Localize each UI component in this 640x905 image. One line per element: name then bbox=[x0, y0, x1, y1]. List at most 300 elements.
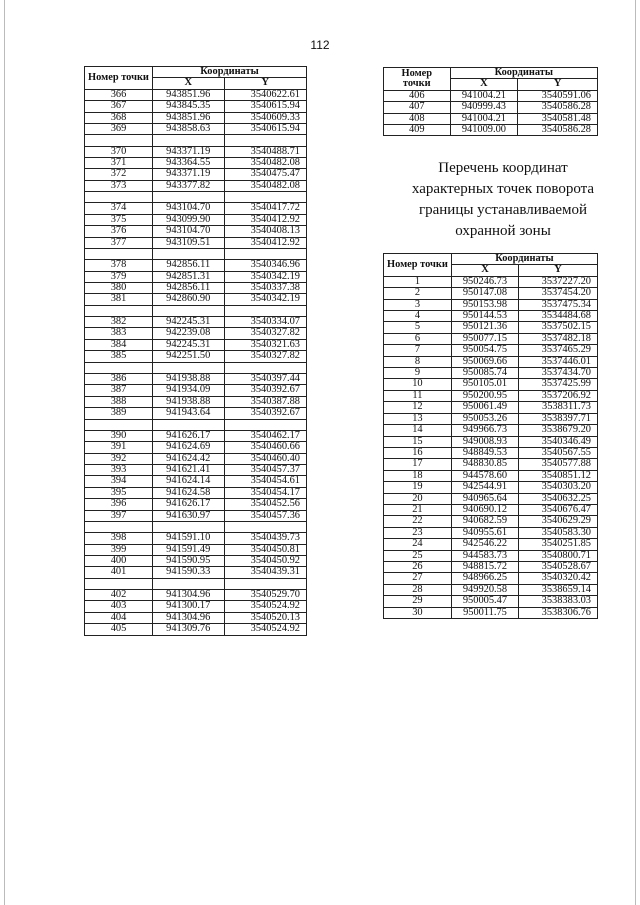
y-coordinate-cell: 3540457.36 bbox=[224, 510, 306, 521]
header-x: X bbox=[152, 78, 224, 89]
x-coordinate-cell: 941591.10 bbox=[152, 533, 224, 544]
table-row bbox=[384, 113, 598, 124]
x-coordinate-cell: 941309.76 bbox=[152, 624, 224, 635]
header-x: X bbox=[451, 265, 518, 276]
y-coordinate-cell: 3540475.47 bbox=[224, 169, 306, 180]
point-number-cell: 390 bbox=[85, 430, 153, 441]
point-number-cell: 376 bbox=[85, 226, 153, 237]
y-coordinate-cell: 3540452.56 bbox=[224, 499, 306, 510]
table-row bbox=[384, 596, 598, 607]
table-row bbox=[384, 413, 598, 424]
table-row bbox=[85, 385, 307, 396]
list-title-line4: охранной зоны bbox=[455, 223, 551, 239]
table-row bbox=[85, 89, 307, 100]
y-coordinate-cell: 3540450.92 bbox=[224, 555, 306, 566]
point-number-cell: 374 bbox=[85, 203, 153, 214]
coordinates-table-right-top bbox=[383, 67, 598, 136]
table-row bbox=[384, 550, 598, 561]
x-coordinate-cell: 942860.90 bbox=[152, 294, 224, 305]
table-row bbox=[85, 430, 307, 441]
x-coordinate-cell: 943371.19 bbox=[152, 169, 224, 180]
y-coordinate-cell: 3540586.28 bbox=[518, 102, 598, 113]
y-coordinate-cell: 3540524.92 bbox=[224, 624, 306, 635]
table-row bbox=[384, 299, 598, 310]
table-row bbox=[85, 567, 307, 578]
point-number-cell: 407 bbox=[384, 102, 451, 113]
point-number-cell: 18 bbox=[384, 470, 452, 481]
point-number-cell: 379 bbox=[85, 271, 153, 282]
point-number-cell: 27 bbox=[384, 573, 452, 584]
table-row bbox=[384, 356, 598, 367]
y-coordinate-cell: 3537425.99 bbox=[519, 379, 598, 390]
y-coordinate-cell: 3540454.61 bbox=[224, 476, 306, 487]
point-number-cell: 3 bbox=[384, 299, 452, 310]
point-number-cell: 409 bbox=[384, 125, 451, 136]
x-coordinate-cell: 950153.98 bbox=[451, 299, 518, 310]
x-coordinate-cell bbox=[152, 135, 224, 146]
point-number-cell: 405 bbox=[85, 624, 153, 635]
x-coordinate-cell: 944578.60 bbox=[451, 470, 518, 481]
y-coordinate-cell: 3540392.67 bbox=[224, 385, 306, 396]
table-row bbox=[384, 493, 598, 504]
y-coordinate-cell: 3538659.14 bbox=[519, 584, 598, 595]
point-number-cell: 404 bbox=[85, 612, 153, 623]
y-coordinate-cell: 3540567.55 bbox=[519, 447, 598, 458]
point-number-cell bbox=[85, 192, 153, 203]
y-coordinate-cell: 3540629.29 bbox=[519, 516, 598, 527]
x-coordinate-cell: 944583.73 bbox=[451, 550, 518, 561]
point-number-cell: 20 bbox=[384, 493, 452, 504]
point-number-cell: 396 bbox=[85, 499, 153, 510]
y-coordinate-cell: 3537227.20 bbox=[519, 276, 598, 287]
point-number-cell: 403 bbox=[85, 601, 153, 612]
point-number-cell: 377 bbox=[85, 237, 153, 248]
x-coordinate-cell: 950069.66 bbox=[451, 356, 518, 367]
x-coordinate-cell: 941624.69 bbox=[152, 442, 224, 453]
page-edge-left bbox=[4, 0, 5, 905]
y-coordinate-cell: 3540320.42 bbox=[519, 573, 598, 584]
y-coordinate-cell: 3540457.37 bbox=[224, 464, 306, 475]
point-number-cell: 24 bbox=[384, 539, 452, 550]
point-number-cell bbox=[85, 362, 153, 373]
y-coordinate-cell: 3540482.08 bbox=[224, 180, 306, 191]
table-row bbox=[384, 125, 598, 136]
table-row bbox=[85, 555, 307, 566]
point-number-cell bbox=[85, 521, 153, 532]
point-number-cell: 370 bbox=[85, 146, 153, 157]
x-coordinate-cell: 941938.88 bbox=[152, 396, 224, 407]
y-coordinate-cell: 3540450.81 bbox=[224, 544, 306, 555]
x-coordinate-cell: 941626.17 bbox=[152, 430, 224, 441]
x-coordinate-cell bbox=[152, 249, 224, 260]
x-coordinate-cell: 943845.35 bbox=[152, 101, 224, 112]
y-coordinate-cell: 3540337.38 bbox=[224, 283, 306, 294]
table-row bbox=[384, 607, 598, 618]
table-row bbox=[85, 589, 307, 600]
point-number-cell: 22 bbox=[384, 516, 452, 527]
point-number-cell: 408 bbox=[384, 113, 451, 124]
y-coordinate-cell bbox=[224, 135, 306, 146]
x-coordinate-cell bbox=[152, 305, 224, 316]
y-coordinate-cell: 3540392.67 bbox=[224, 408, 306, 419]
x-coordinate-cell: 948815.72 bbox=[451, 561, 518, 572]
table-row bbox=[384, 482, 598, 493]
y-coordinate-cell: 3540583.30 bbox=[519, 527, 598, 538]
x-coordinate-cell: 943364.55 bbox=[152, 158, 224, 169]
point-number-cell: 387 bbox=[85, 385, 153, 396]
y-coordinate-cell: 3540327.82 bbox=[224, 328, 306, 339]
point-number-cell: 388 bbox=[85, 396, 153, 407]
x-coordinate-cell: 950105.01 bbox=[451, 379, 518, 390]
point-number-cell bbox=[85, 305, 153, 316]
table-row bbox=[85, 624, 307, 635]
y-coordinate-cell bbox=[224, 192, 306, 203]
point-number-cell: 15 bbox=[384, 436, 452, 447]
y-coordinate-cell: 3540303.20 bbox=[519, 482, 598, 493]
y-coordinate-cell: 3540408.13 bbox=[224, 226, 306, 237]
point-number-cell: 4 bbox=[384, 311, 452, 322]
table-row bbox=[384, 90, 598, 101]
point-number-cell: 14 bbox=[384, 425, 452, 436]
x-coordinate-cell: 950085.74 bbox=[451, 368, 518, 379]
point-number-cell: 1 bbox=[384, 276, 452, 287]
table-row bbox=[384, 345, 598, 356]
point-number-cell: 17 bbox=[384, 459, 452, 470]
x-coordinate-cell: 943371.19 bbox=[152, 146, 224, 157]
page-edge-right bbox=[635, 0, 636, 905]
y-coordinate-cell: 3540334.07 bbox=[224, 317, 306, 328]
point-number-cell: 6 bbox=[384, 333, 452, 344]
x-coordinate-cell: 950121.36 bbox=[451, 322, 518, 333]
x-coordinate-cell: 950011.75 bbox=[451, 607, 518, 618]
table-row bbox=[85, 351, 307, 362]
header-coordinates: Координаты bbox=[450, 68, 597, 79]
point-number-cell: 401 bbox=[85, 567, 153, 578]
x-coordinate-cell: 941304.96 bbox=[152, 589, 224, 600]
x-coordinate-cell: 943099.90 bbox=[152, 214, 224, 225]
point-number-cell: 28 bbox=[384, 584, 452, 595]
point-number-cell: 397 bbox=[85, 510, 153, 521]
table-row bbox=[85, 271, 307, 282]
table-row bbox=[85, 544, 307, 555]
header-point-number-line1: Номер bbox=[401, 67, 433, 79]
x-coordinate-cell: 941626.17 bbox=[152, 499, 224, 510]
point-number-cell: 368 bbox=[85, 112, 153, 123]
y-coordinate-cell: 3537434.70 bbox=[519, 368, 598, 379]
y-coordinate-cell: 3540482.08 bbox=[224, 158, 306, 169]
y-coordinate-cell: 3538397.71 bbox=[519, 413, 598, 424]
table-row bbox=[85, 578, 307, 589]
point-number-cell: 393 bbox=[85, 464, 153, 475]
x-coordinate-cell: 941630.97 bbox=[152, 510, 224, 521]
y-coordinate-cell: 3540524.92 bbox=[224, 601, 306, 612]
point-number-cell: 29 bbox=[384, 596, 452, 607]
table-row bbox=[384, 561, 598, 572]
y-coordinate-cell bbox=[224, 362, 306, 373]
y-coordinate-cell: 3534484.68 bbox=[519, 311, 598, 322]
table-row bbox=[85, 396, 307, 407]
table-row bbox=[85, 362, 307, 373]
y-coordinate-cell: 3540622.61 bbox=[224, 89, 306, 100]
y-coordinate-cell: 3540488.71 bbox=[224, 146, 306, 157]
point-number-cell: 367 bbox=[85, 101, 153, 112]
x-coordinate-cell: 941624.58 bbox=[152, 487, 224, 498]
y-coordinate-cell: 3540251.85 bbox=[519, 539, 598, 550]
table-row bbox=[384, 402, 598, 413]
table-row bbox=[85, 510, 307, 521]
table-row bbox=[85, 203, 307, 214]
point-number-cell: 398 bbox=[85, 533, 153, 544]
y-coordinate-cell: 3538306.76 bbox=[519, 607, 598, 618]
table-row bbox=[85, 408, 307, 419]
table-row bbox=[85, 442, 307, 453]
table-row bbox=[85, 328, 307, 339]
point-number-cell: 7 bbox=[384, 345, 452, 356]
x-coordinate-cell: 941591.49 bbox=[152, 544, 224, 555]
x-coordinate-cell: 943377.82 bbox=[152, 180, 224, 191]
table-row bbox=[85, 146, 307, 157]
x-coordinate-cell: 950200.95 bbox=[451, 390, 518, 401]
x-coordinate-cell: 949920.58 bbox=[451, 584, 518, 595]
table-row bbox=[384, 527, 598, 538]
x-coordinate-cell: 940690.12 bbox=[451, 504, 518, 515]
y-coordinate-cell: 3540346.96 bbox=[224, 260, 306, 271]
x-coordinate-cell: 942544.91 bbox=[451, 482, 518, 493]
table-row bbox=[85, 214, 307, 225]
point-number-cell: 9 bbox=[384, 368, 452, 379]
x-coordinate-cell: 941943.64 bbox=[152, 408, 224, 419]
x-coordinate-cell: 942251.50 bbox=[152, 351, 224, 362]
x-coordinate-cell: 942856.11 bbox=[152, 283, 224, 294]
table-row bbox=[384, 447, 598, 458]
x-coordinate-cell: 943851.96 bbox=[152, 89, 224, 100]
y-coordinate-cell: 3540439.31 bbox=[224, 567, 306, 578]
y-coordinate-cell: 3537475.34 bbox=[519, 299, 598, 310]
y-coordinate-cell: 3537482.18 bbox=[519, 333, 598, 344]
y-coordinate-cell: 3540412.92 bbox=[224, 237, 306, 248]
y-coordinate-cell: 3540632.25 bbox=[519, 493, 598, 504]
list-title-line2: характерных точек поворота bbox=[411, 181, 595, 197]
x-coordinate-cell: 940682.59 bbox=[451, 516, 518, 527]
x-coordinate-cell bbox=[152, 362, 224, 373]
point-number-cell: 13 bbox=[384, 413, 452, 424]
point-number-cell bbox=[85, 249, 153, 260]
table-row bbox=[85, 260, 307, 271]
y-coordinate-cell bbox=[224, 578, 306, 589]
y-coordinate-cell: 3537206.92 bbox=[519, 390, 598, 401]
table-row bbox=[384, 425, 598, 436]
x-coordinate-cell: 941590.33 bbox=[152, 567, 224, 578]
point-number-cell: 26 bbox=[384, 561, 452, 572]
point-number-cell bbox=[85, 135, 153, 146]
x-coordinate-cell: 941009.00 bbox=[450, 125, 518, 136]
table-row bbox=[85, 226, 307, 237]
y-coordinate-cell: 3540342.19 bbox=[224, 271, 306, 282]
point-number-cell: 375 bbox=[85, 214, 153, 225]
point-number-cell: 394 bbox=[85, 476, 153, 487]
table-row bbox=[384, 459, 598, 470]
point-number-cell: 371 bbox=[85, 158, 153, 169]
header-point-number-line2: точки bbox=[402, 77, 431, 89]
table-row bbox=[85, 124, 307, 135]
table-row bbox=[384, 573, 598, 584]
table-row bbox=[384, 584, 598, 595]
table-row bbox=[384, 311, 598, 322]
table-row bbox=[85, 249, 307, 260]
x-coordinate-cell: 950144.53 bbox=[451, 311, 518, 322]
y-coordinate-cell: 3538311.73 bbox=[519, 402, 598, 413]
header-y: Y bbox=[519, 265, 598, 276]
x-coordinate-cell: 941624.42 bbox=[152, 453, 224, 464]
point-number-cell: 21 bbox=[384, 504, 452, 515]
y-coordinate-cell: 3540397.44 bbox=[224, 373, 306, 384]
table-row bbox=[384, 102, 598, 113]
x-coordinate-cell: 950005.47 bbox=[451, 596, 518, 607]
point-number-cell: 369 bbox=[85, 124, 153, 135]
y-coordinate-cell: 3540520.13 bbox=[224, 612, 306, 623]
point-number-cell: 2 bbox=[384, 288, 452, 299]
y-coordinate-cell: 3537465.29 bbox=[519, 345, 598, 356]
header-coordinates: Координаты bbox=[451, 254, 597, 265]
x-coordinate-cell: 942856.11 bbox=[152, 260, 224, 271]
point-number-cell bbox=[85, 578, 153, 589]
y-coordinate-cell: 3540460.40 bbox=[224, 453, 306, 464]
list-title-line3: границы устанавливаемой bbox=[418, 202, 588, 218]
table-row bbox=[85, 533, 307, 544]
point-number-cell: 385 bbox=[85, 351, 153, 362]
table-row bbox=[85, 101, 307, 112]
table-row bbox=[85, 476, 307, 487]
x-coordinate-cell: 950053.26 bbox=[451, 413, 518, 424]
point-number-cell: 386 bbox=[85, 373, 153, 384]
y-coordinate-cell: 3540615.94 bbox=[224, 101, 306, 112]
y-coordinate-cell: 3540462.17 bbox=[224, 430, 306, 441]
point-number-cell: 381 bbox=[85, 294, 153, 305]
table-row bbox=[384, 288, 598, 299]
y-coordinate-cell: 3537454.20 bbox=[519, 288, 598, 299]
x-coordinate-cell: 941004.21 bbox=[450, 90, 518, 101]
x-coordinate-cell: 950054.75 bbox=[451, 345, 518, 356]
y-coordinate-cell: 3540609.33 bbox=[224, 112, 306, 123]
list-title bbox=[383, 158, 623, 242]
table-row bbox=[384, 436, 598, 447]
x-coordinate-cell: 943104.70 bbox=[152, 203, 224, 214]
list-title-line1: Перечень координат bbox=[438, 160, 568, 176]
table-row bbox=[85, 419, 307, 430]
point-number-cell: 399 bbox=[85, 544, 153, 555]
point-number-cell: 406 bbox=[384, 90, 451, 101]
x-coordinate-cell: 941304.96 bbox=[152, 612, 224, 623]
x-coordinate-cell: 949008.93 bbox=[451, 436, 518, 447]
y-coordinate-cell: 3538679.20 bbox=[519, 425, 598, 436]
x-coordinate-cell: 940955.61 bbox=[451, 527, 518, 538]
y-coordinate-cell: 3540460.66 bbox=[224, 442, 306, 453]
y-coordinate-cell: 3540591.06 bbox=[518, 90, 598, 101]
header-y: Y bbox=[518, 79, 598, 90]
table-row bbox=[85, 135, 307, 146]
x-coordinate-cell: 941624.14 bbox=[152, 476, 224, 487]
table-row bbox=[85, 453, 307, 464]
header-point-number: Номер точки bbox=[85, 67, 153, 90]
y-coordinate-cell: 3540412.92 bbox=[224, 214, 306, 225]
table-row bbox=[85, 373, 307, 384]
table-row bbox=[85, 192, 307, 203]
x-coordinate-cell: 950061.49 bbox=[451, 402, 518, 413]
y-coordinate-cell: 3537446.01 bbox=[519, 356, 598, 367]
point-number-cell: 382 bbox=[85, 317, 153, 328]
page-number: 112 bbox=[310, 38, 330, 52]
table-row bbox=[384, 276, 598, 287]
table-row bbox=[384, 516, 598, 527]
x-coordinate-cell bbox=[152, 578, 224, 589]
table-row bbox=[85, 612, 307, 623]
point-number-cell: 383 bbox=[85, 328, 153, 339]
x-coordinate-cell: 941300.17 bbox=[152, 601, 224, 612]
table-row bbox=[85, 169, 307, 180]
y-coordinate-cell bbox=[224, 419, 306, 430]
x-coordinate-cell bbox=[152, 192, 224, 203]
header-point-number bbox=[384, 68, 451, 91]
table-row bbox=[85, 180, 307, 191]
table-row bbox=[85, 339, 307, 350]
x-coordinate-cell: 948966.25 bbox=[451, 573, 518, 584]
x-coordinate-cell: 950246.73 bbox=[451, 276, 518, 287]
x-coordinate-cell: 943851.96 bbox=[152, 112, 224, 123]
x-coordinate-cell: 943109.51 bbox=[152, 237, 224, 248]
x-coordinate-cell: 942546.22 bbox=[451, 539, 518, 550]
point-number-cell: 391 bbox=[85, 442, 153, 453]
x-coordinate-cell: 941590.95 bbox=[152, 555, 224, 566]
table-row bbox=[384, 390, 598, 401]
y-coordinate-cell: 3540346.49 bbox=[519, 436, 598, 447]
header-y: Y bbox=[224, 78, 306, 89]
point-number-cell: 378 bbox=[85, 260, 153, 271]
x-coordinate-cell: 941621.41 bbox=[152, 464, 224, 475]
y-coordinate-cell bbox=[224, 521, 306, 532]
y-coordinate-cell: 3540528.67 bbox=[519, 561, 598, 572]
x-coordinate-cell: 940965.64 bbox=[451, 493, 518, 504]
coordinates-table-left bbox=[84, 66, 307, 636]
table-row bbox=[85, 283, 307, 294]
point-number-cell: 10 bbox=[384, 379, 452, 390]
point-number-cell: 23 bbox=[384, 527, 452, 538]
table-row bbox=[384, 470, 598, 481]
point-number-cell: 8 bbox=[384, 356, 452, 367]
table-row bbox=[384, 379, 598, 390]
table-row bbox=[85, 112, 307, 123]
point-number-cell: 30 bbox=[384, 607, 452, 618]
table-row bbox=[85, 601, 307, 612]
x-coordinate-cell: 940999.43 bbox=[450, 102, 518, 113]
table-row bbox=[384, 368, 598, 379]
y-coordinate-cell: 3540417.72 bbox=[224, 203, 306, 214]
point-number-cell: 16 bbox=[384, 447, 452, 458]
table-row bbox=[85, 499, 307, 510]
table-row bbox=[384, 333, 598, 344]
x-coordinate-cell: 948830.85 bbox=[451, 459, 518, 470]
point-number-cell: 25 bbox=[384, 550, 452, 561]
x-coordinate-cell: 941934.09 bbox=[152, 385, 224, 396]
x-coordinate-cell: 949966.73 bbox=[451, 425, 518, 436]
table-row bbox=[85, 305, 307, 316]
table-row bbox=[85, 317, 307, 328]
x-coordinate-cell: 950147.08 bbox=[451, 288, 518, 299]
table-row bbox=[85, 237, 307, 248]
x-coordinate-cell: 942239.08 bbox=[152, 328, 224, 339]
point-number-cell: 400 bbox=[85, 555, 153, 566]
table-row bbox=[85, 521, 307, 532]
y-coordinate-cell: 3540851.12 bbox=[519, 470, 598, 481]
